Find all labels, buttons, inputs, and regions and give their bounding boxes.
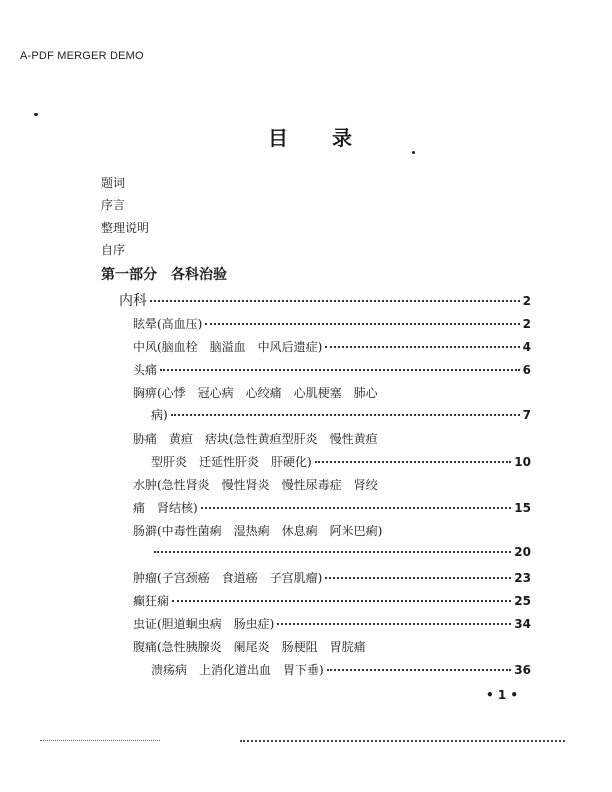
toc-entry-label: 肿瘤(子宫颈癌 食道癌 子宫肌瘤) [133,571,323,585]
scan-footer-line [240,740,565,742]
part-heading: 第一部分 各科治验 [101,267,227,283]
toc-entry-label-continued: 痛 肾结核) [133,501,198,515]
toc-entry-label: 癫狂痫 [133,594,170,608]
dot-leader [201,507,512,509]
page-title: 目录 [268,126,396,150]
dot-leader [325,577,511,579]
dot-leader [325,346,519,348]
toc-entry-label: 虫证(胆道蛔虫病 肠虫症) [133,617,275,631]
page-number: • 1 • [486,688,519,702]
scan-speck [34,113,38,116]
toc-entry [133,361,531,378]
toc-entry-label: 肠澼(中毒性菌痢 湿热痢 休息痢 阿米巴痢) [133,524,383,538]
toc-entry [133,569,531,586]
toc-page-number: 10 [514,455,531,469]
toc-page-number: 15 [514,501,531,515]
dot-leader [160,369,520,371]
front-matter-item: 整理说明 [101,221,150,235]
toc-entry [151,661,531,678]
toc-entry-label-continued: 型肝炎 迁延性肝炎 肝硬化) [151,455,312,469]
toc-entry-label: 胁痛 黄疸 痞块(急性黄疸型肝炎 慢性黄疸 [133,432,378,446]
dot-leader [277,623,511,625]
dot-leader [154,551,511,553]
toc-entry-label: 腹痛(急性胰腺炎 阑尾炎 肠梗阻 胃脘痛 [133,640,366,654]
toc-page-number: 2 [522,317,531,331]
front-matter-item: 自序 [101,243,126,257]
scan-speck [412,151,415,154]
toc-entry [133,499,531,516]
toc-entry-label-continued: 溃疡病 上消化道出血 胃下垂) [151,663,324,677]
dot-leader [327,669,512,671]
toc-page-number: 20 [514,545,531,559]
toc-entry-label: 胸痹(心悸 冠心病 心绞痛 心肌梗塞 肺心 [133,386,378,400]
dot-leader [171,414,520,416]
toc-entry-label: 眩晕(高血压) [133,317,203,331]
dot-leader [150,300,520,302]
toc-page-number: 7 [522,408,531,422]
toc-entry-label: 水肿(急性肾炎 慢性肾炎 慢性尿毒症 肾绞 [133,478,378,492]
front-matter-item: 序言 [101,198,126,212]
toc-section-label: 内科 [119,293,147,309]
scan-footer-line [40,740,160,741]
toc-entry [133,315,531,332]
toc-section-row [119,290,531,310]
toc-entry [133,338,531,355]
toc-entry-label: 中风(脑血栓 脑溢血 中风后遗症) [133,340,323,354]
toc-page-number: 4 [522,340,531,354]
toc-page-number: 6 [522,363,531,377]
toc-page-number: 34 [514,617,531,631]
toc-entry-label: 头痛 [133,363,158,377]
toc-entry [151,406,531,423]
toc-entry [133,615,531,632]
watermark-text: A-PDF MERGER DEMO [20,50,144,62]
toc-page-number: 25 [514,594,531,608]
toc-page-number: 36 [514,663,531,677]
dot-leader [315,461,512,463]
toc-entry [133,592,531,609]
toc-entry [151,545,531,559]
toc-page-number: 23 [514,571,531,585]
toc-entry-label-continued: 病) [151,408,168,422]
dot-leader [205,323,519,325]
toc-page-number: 2 [522,294,531,308]
dot-leader [172,600,511,602]
toc-entry [151,453,531,470]
front-matter-item: 题词 [101,176,126,190]
